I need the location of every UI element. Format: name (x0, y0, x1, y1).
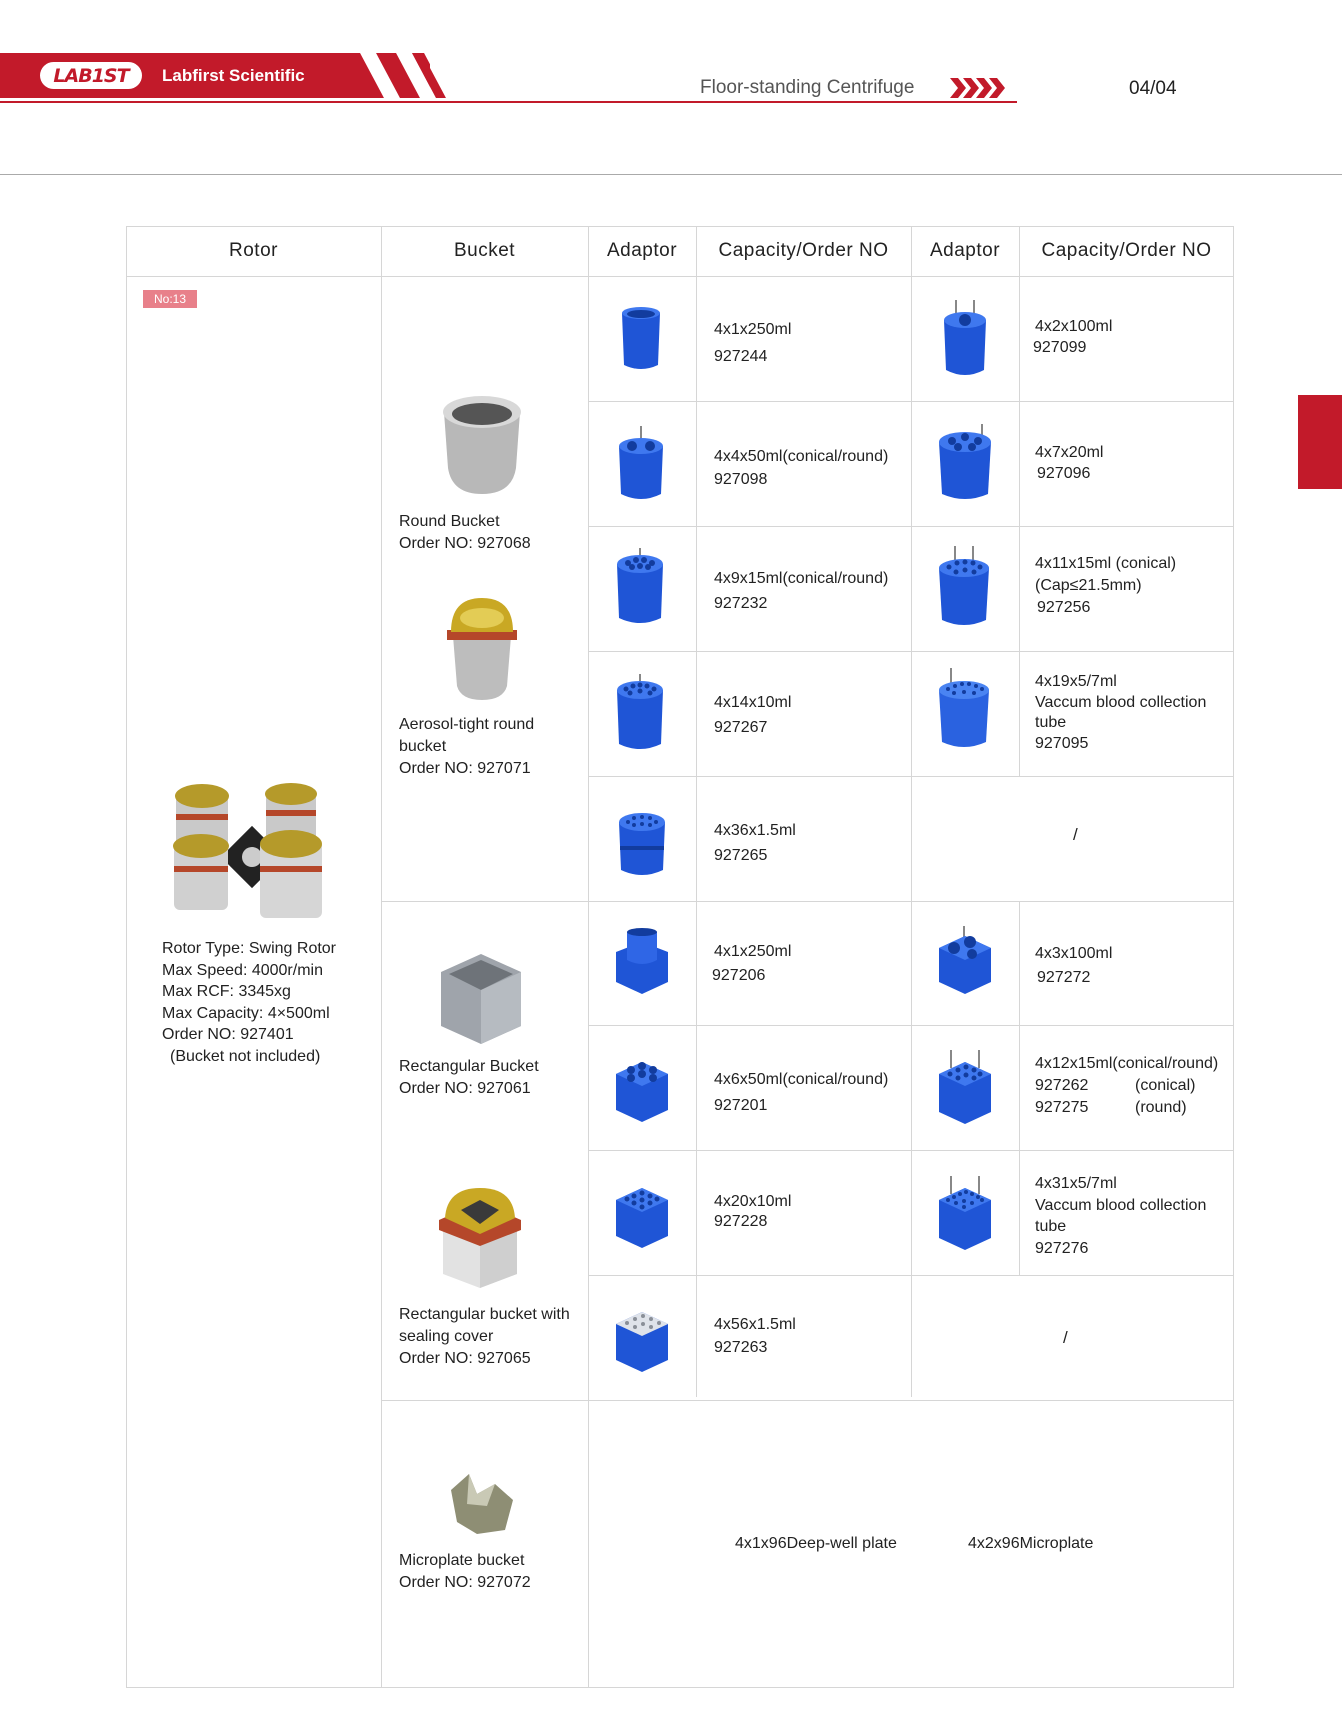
capacity-note: tube (1035, 714, 1067, 731)
order-number: 927276 (1035, 1239, 1089, 1257)
capacity-note: (Cap≤21.5mm) (1035, 577, 1142, 594)
sealed-bucket-label (399, 1304, 570, 1370)
chevrons-icon (950, 76, 1008, 100)
order-row (1035, 1097, 1218, 1119)
sealed-bucket-name: Rectangular bucket with (399, 1306, 570, 1323)
col-header-adaptor-2: Adaptor (929, 240, 1001, 261)
grid-line (588, 526, 1234, 527)
sealed-bucket-order: Order NO: 927065 (399, 1350, 531, 1367)
order-number: 927263 (714, 1339, 768, 1356)
order-number: 927272 (1037, 969, 1091, 986)
microplate-bucket-name: Microplate bucket (399, 1552, 525, 1569)
adaptor-6x50ml-icon (613, 1056, 671, 1126)
sealed-rectangular-bucket-image (437, 1184, 523, 1290)
order-number: 927095 (1035, 734, 1089, 752)
logo-text: LAB1ST (53, 64, 129, 87)
capacity-cell-right (1035, 1173, 1206, 1259)
capacity-value: 4x20x10ml (714, 1193, 792, 1210)
capacity-value: 4x31x5/7ml (1035, 1175, 1117, 1192)
aerosol-bucket-image (443, 596, 521, 702)
order-number: 927244 (714, 348, 768, 365)
capacity-value: 4x9x15ml(conical/round) (714, 570, 889, 587)
rotor-max-capacity: Max Capacity: 4×500ml (162, 1004, 330, 1022)
empty-cell-slash: / (1063, 1328, 1068, 1347)
order-number: 927206 (712, 967, 766, 984)
capacity-value: 4x56x1.5ml (714, 1316, 796, 1333)
order-number: 927265 (714, 847, 768, 864)
capacity-cell (714, 940, 791, 988)
grid-line (588, 226, 589, 1688)
microplate-bucket-order: Order NO: 927072 (399, 1574, 531, 1591)
adaptor-2x100ml-icon (941, 300, 989, 380)
grid-line (381, 901, 1234, 902)
logo (40, 62, 142, 89)
capacity-cell (714, 316, 791, 370)
microplate-capacity-microplate: 4x2x96Microplate (968, 1535, 1094, 1552)
capacity-value: 4x1x250ml (714, 943, 792, 960)
adaptor-56x1.5ml-icon (613, 1306, 671, 1376)
capacity-cell-right (1033, 316, 1112, 358)
grid-line (588, 1025, 1234, 1026)
capacity-cell (714, 690, 791, 740)
microplate-bucket-label (399, 1550, 531, 1594)
order-number: 927267 (714, 719, 768, 736)
adaptor-250ml-icon (618, 305, 664, 373)
capacity-value: 4x3x100ml (1035, 945, 1113, 962)
capacity-value: 4x12x15ml(conical/round) (1035, 1055, 1219, 1072)
capacity-value: 4x14x10ml (714, 694, 792, 711)
side-tab (1298, 395, 1342, 489)
grid-line (588, 776, 1234, 777)
order-note: (round) (1135, 1099, 1187, 1116)
aerosol-bucket-name: Aerosol-tight round (399, 716, 535, 733)
adaptor-14x10ml-icon (614, 674, 666, 754)
grid-line (126, 276, 1234, 277)
grid-line (588, 401, 1234, 402)
rotor-type: Rotor Type: Swing Rotor (162, 940, 337, 957)
adaptor-19x5ml-icon (936, 668, 992, 752)
order-row (1035, 1075, 1218, 1097)
capacity-value: 4x6x50ml(conical/round) (714, 1071, 889, 1088)
capacity-note: Vaccum blood collection (1035, 1196, 1207, 1214)
capacity-value: 4x7x20ml (1035, 444, 1104, 461)
adaptor-4x50ml-icon (616, 426, 666, 504)
grid-line (588, 1150, 1234, 1151)
grid-line (381, 1400, 1234, 1401)
round-bucket-name: Round Bucket (399, 513, 500, 530)
rotor-order-no: Order NO: 927401 (162, 1026, 294, 1044)
adaptor-9x15ml-icon (614, 548, 666, 628)
capacity-value: 4x36x1.5ml (714, 822, 796, 839)
swing-rotor-image (170, 780, 332, 926)
rotor-note: (Bucket not included) (170, 1047, 321, 1065)
capacity-cell (714, 445, 888, 491)
page-number: 04/04 (1129, 78, 1177, 99)
order-number: 927201 (714, 1097, 768, 1114)
capacity-value: 4x19x5/7ml (1035, 673, 1117, 690)
model-badge: No:13 (143, 290, 197, 308)
grid-line (588, 1275, 1234, 1276)
aerosol-bucket-order: Order NO: 927071 (399, 760, 531, 777)
col-header-bucket: Bucket (453, 240, 516, 261)
adaptor-11x15ml-icon (936, 546, 992, 630)
order-number: 927098 (714, 471, 768, 488)
adaptor-rect-250ml-icon (613, 928, 671, 998)
capacity-cell (714, 1192, 791, 1232)
microplate-bucket-image (447, 1470, 517, 1536)
col-header-rotor: Rotor (229, 240, 278, 261)
capacity-cell (714, 1067, 888, 1119)
rotor-specs (162, 938, 336, 1068)
grid-line (381, 226, 382, 1688)
capacity-cell-right (1035, 942, 1112, 990)
document-title: Floor-standing Centrifuge (700, 77, 915, 98)
rotor-max-rcf: Max RCF: 3345xg (162, 983, 291, 1001)
header-rule (0, 101, 1017, 103)
col-header-adaptor: Adaptor (606, 240, 678, 261)
round-bucket-order: Order NO: 927068 (399, 535, 531, 552)
adaptor-20x10ml-icon (613, 1182, 671, 1252)
order-number: 927256 (1037, 599, 1091, 616)
capacity-value: 4x4x50ml(conical/round) (714, 448, 889, 465)
order-number: 927275 (1035, 1099, 1089, 1116)
brand-name: Labfirst Scientific (162, 66, 305, 85)
adaptor-7x20ml-icon (936, 424, 994, 504)
rotor-max-speed: Max Speed: 4000r/min (162, 961, 323, 979)
col-header-capacity-2: Capacity/Order NO (1041, 240, 1212, 261)
capacity-note: Vaccum blood collection (1035, 693, 1207, 711)
order-number: 927262 (1035, 1077, 1089, 1094)
capacity-cell (714, 566, 888, 616)
capacity-value: 4x2x100ml (1035, 318, 1113, 335)
rectangular-bucket-image (437, 950, 525, 1046)
order-number: 927099 (1033, 339, 1087, 356)
grid-line (1019, 226, 1020, 776)
adaptor-31x5ml-icon (936, 1176, 994, 1254)
adaptor-36x1.5ml-icon (616, 810, 668, 880)
rectangular-bucket-name: Rectangular Bucket (399, 1058, 539, 1075)
capacity-cell-right (1035, 1053, 1218, 1119)
capacity-cell (714, 1313, 796, 1359)
rectangular-bucket-label (399, 1056, 539, 1100)
order-number: 927228 (714, 1213, 768, 1230)
grid-line (1019, 901, 1020, 1275)
capacity-note: tube (1035, 1218, 1067, 1235)
capacity-cell-right (1035, 553, 1176, 619)
capacity-cell-right (1035, 442, 1103, 484)
col-header-capacity: Capacity/Order NO (718, 240, 889, 261)
grid-line (588, 651, 1234, 652)
rectangular-bucket-order: Order NO: 927061 (399, 1080, 531, 1097)
order-number: 927232 (714, 595, 768, 612)
capacity-value: 4x11x15ml (conical) (1035, 555, 1177, 572)
capacity-cell (714, 818, 796, 868)
round-bucket-label (399, 511, 531, 555)
adaptor-3x100ml-icon (936, 926, 994, 998)
capacity-cell-right (1035, 672, 1206, 754)
aerosol-bucket-label (399, 714, 534, 780)
capacity-value: 4x1x250ml (714, 321, 792, 338)
microplate-capacity-deep-well: 4x1x96Deep-well plate (735, 1535, 897, 1552)
aerosol-bucket-name-2: bucket (399, 738, 447, 755)
empty-cell-slash: / (1073, 825, 1078, 844)
order-note: (conical) (1135, 1077, 1196, 1094)
divider (0, 174, 1342, 175)
round-bucket-image (438, 394, 526, 498)
adaptor-12x15ml-icon (936, 1050, 994, 1128)
order-number: 927096 (1037, 465, 1091, 482)
sealed-bucket-name-2: sealing cover (399, 1328, 494, 1345)
